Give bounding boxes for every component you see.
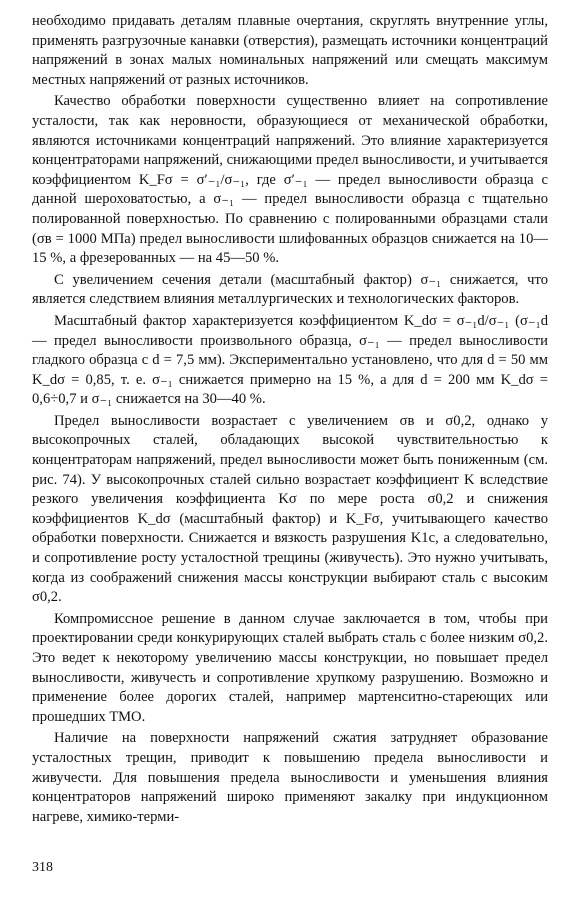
page-text (32, 12, 548, 827)
paragraph-6: Компромиссное решение в данном случае заключается в том, чтобы при проектировании среди конкурирующих сталей выбрать сталь с более низким σ0,2. Это ведет к некоторому увеличению массы конструкции, но повышает предел выносливости, живучесть и сопротивление хрупкому разрушению. Возможно и применение более дорогих сталей, например мартенситно-стареющих или прошедших ТМО. (32, 610, 548, 725)
paragraph-7: Наличие на поверхности напряжений сжатия затрудняет образование усталостных трещин, приводит к повышению предела выносливости и живучести. Для повышения предела выносливости и уменьшения влияния концентраторов напряжений широко применяют закалку при индукционном нагреве, химико-терми- (32, 730, 548, 825)
paragraph-2: Качество обработки поверхности существенно влияет на сопротивление усталости, так как неровности, образующиеся от механической обработки, являются источниками концентраций напряжений. Это влияние характеризуется концентраторами напряжений, снижающими предел выносливости, и учитывается коэффициентом K_Fσ = σ′₋₁/σ₋₁, где σ′₋₁ — предел выносливости образца с данной шероховатостью, а σ₋₁ — предел выносливости образца с тщательно полированной поверхностью. По сравнению с полированными образцами стали (σв = 1000 МПа) предел выносливости шлифованных образцов снижается на 10—15 %, а фрезерованных — на 45—50 %. (32, 93, 548, 267)
paragraph-1: необходимо придавать деталям плавные очертания, скруглять внутренние углы, применять разгрузочные канавки (отверстия), размещать источники концентраций напряжений в зонах малых номинальных напряжений или смещать максимум местных напряжений от разных источников. (32, 13, 548, 88)
paragraph-5: Предел выносливости возрастает с увеличением σв и σ0,2, однако у высокопрочных сталей, обладающих высокой чувствительностью к концентраторам напряжений, предел выносливости может быть пониженным (см. рис. 74). У высокопрочных сталей сильно возрастает коэффициент K вследствие резкого увеличения коэффициента Kσ по мере роста σ0,2 и снижения коэффициентов K_dσ (масштабный фактор) и K_Fσ, учитывающего качество обработки поверхности. Снижается и вязкость разрушения K1c, а следовательно, и сопротивление росту усталостной трещины (живучесть). Это нужно учитывать, когда из соображений снижения массы конструкции выбирают сталь с высоким σ0,2. (32, 412, 548, 606)
paragraph-4: Масштабный фактор характеризуется коэффициентом K_dσ = σ₋₁d/σ₋₁ (σ₋₁d — предел выносливости произвольного образца, σ₋₁ — предел выносливости гладкого образца с d = 7,5 мм). Экспериментально установлено, что для d = 50 мм K_dσ = 0,85, т. е. σ₋₁ снижается примерно на 15 %, а для d = 200 мм K_dσ = 0,6÷0,7 и σ₋₁ снижается на 30—40 %. (32, 312, 548, 408)
page-number: 318 (32, 860, 53, 875)
paragraph-3: С увеличением сечения детали (масштабный фактор) σ₋₁ снижается, что является следствием влияния металлургических и технологических факторов. (32, 271, 548, 308)
